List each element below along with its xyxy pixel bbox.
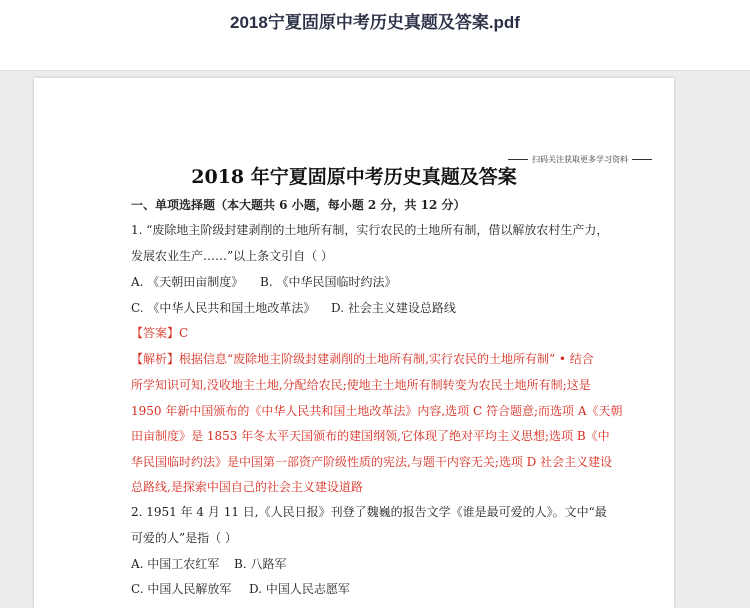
q1-answer: 【答案】C — [131, 326, 189, 340]
section-heading: 一、单项选择题（本大题共 6 小题，每小题 2 分，共 12 分） — [131, 198, 466, 212]
document-page — [34, 78, 674, 608]
q1-option-c: C. 《中华人民共和国土地改革法》 — [131, 301, 316, 315]
file-title: 2018宁夏固原中考历史真题及答案.pdf — [230, 13, 520, 32]
q1-stem-line1: 1. “废除地主阶级封建剥削的土地所有制，实行农民的土地所有制，借以解放农村生产力， — [131, 223, 609, 237]
q1-option-a: A. 《天朝田亩制度》 — [131, 275, 244, 289]
q2-stem-line1: 2. 1951 年 4 月 11 日,《人民日报》刊登了魏巍的报告文学《谁是最可爱的人》。文中“最 — [131, 505, 607, 519]
q2-option-b: B. 八路军 — [234, 557, 287, 571]
q1-analysis-line: 1950 年新中国颁布的《中华人民共和国土地改革法》内容,选项 C 符合题意;而选项 A《天朝 — [131, 404, 623, 418]
q1-analysis-line: 所学知识可知,没收地主土地,分配给农民;使地主土地所有制转变为农民土地所有制;这是 — [131, 378, 591, 392]
document-title: 2018 年宁夏固原中考历史真题及答案 — [191, 166, 517, 188]
dash-left — [508, 159, 528, 160]
q1-analysis-line: 华民国临时约法》是中国第一部资产阶级性质的宪法,与题干内容无关;选项 D 社会主义建设 — [131, 455, 613, 469]
q2-stem-line2: 可爱的人”是指（ ） — [131, 531, 237, 545]
q1-analysis-line: 田亩制度》是 1853 年冬太平天国颁布的建国纲领,它体现了绝对平均主义思想;选项 B《中 — [131, 429, 610, 443]
q2-option-a: A. 中国工农红军 — [131, 557, 220, 571]
q1-option-d: D. 社会主义建设总路线 — [331, 301, 456, 315]
q2-option-d: D. 中国人民志愿军 — [249, 582, 350, 596]
q1-stem-line2: 发展农业生产……”以上条文引自（ ） — [131, 249, 333, 263]
q1-option-b: B. 《中华民国临时约法》 — [260, 275, 397, 289]
q1-analysis-line: 【解析】根据信息“废除地主阶级封建剥削的土地所有制,实行农民的土地所有制” • 结合 — [131, 352, 594, 366]
q2-option-c: C. 中国人民解放军 — [131, 582, 232, 596]
scan-note-text: 扫码关注获取更多学习资料 — [532, 155, 628, 164]
viewer-toolbar — [0, 0, 750, 71]
dash-right — [632, 159, 652, 160]
q1-analysis-line: 总路线,是探索中国自己的社会主义建设道路 — [131, 480, 363, 494]
